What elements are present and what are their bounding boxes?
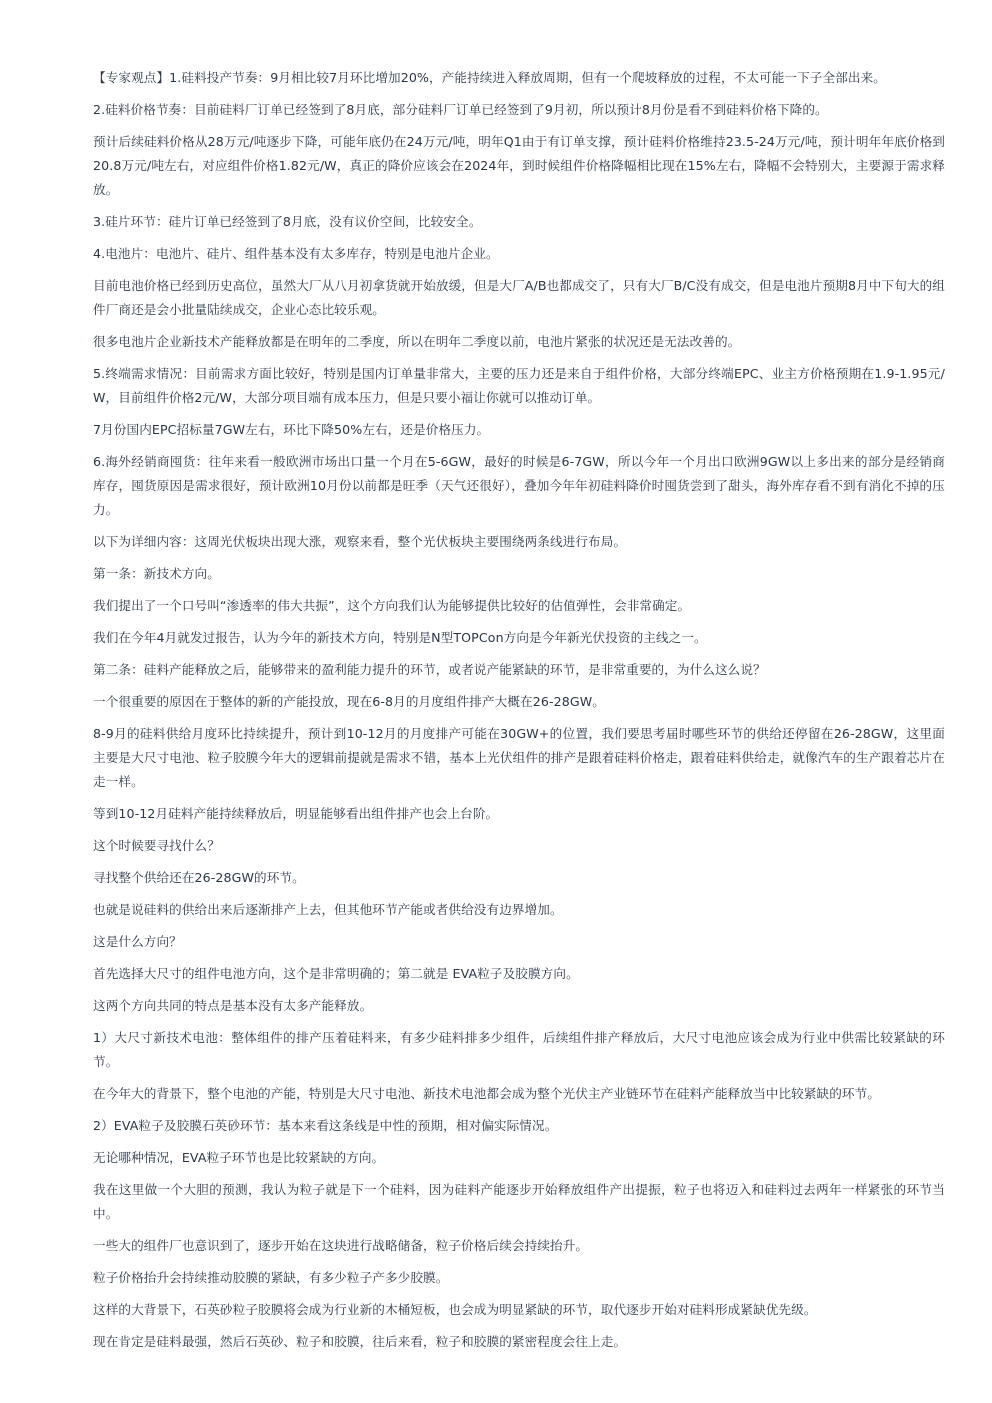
paragraph-eva: 2）EVA粒子及胶膜石英砂环节：基本来看这条线是中性的预期，相对偏实际情况。 bbox=[93, 1118, 558, 1133]
paragraph-common-trait: 这两个方向共同的特点是基本没有太多产能释放。 bbox=[93, 998, 373, 1013]
paragraph-film-shortage: 粒子价格抬升会持续推动胶膜的紧缺，有多少粒子产多少胶膜。 bbox=[93, 1270, 449, 1285]
paragraph-silicon-price-forecast: 预计后续硅料价格从28万元/吨逐步下降，可能年底仍在24万元/吨，明年Q1由于有订单支撑，预计硅料价格维持23.5-24万元/吨，预计明年年底价格到20.8万元/吨左右，对应组件价格1.82元/W，真正的降价应该会在2024年，到时候组件价格降幅相比现在15%左右，降幅不会特别大，主要源于需求释放。 bbox=[93, 134, 945, 197]
paragraph-wafer: 3.硅片环节：硅片订单已经签到了8月底，没有议价空间，比较安全。 bbox=[93, 214, 482, 229]
paragraph-slogan: 我们提出了一个口号叫“渗透率的伟大共振”，这个方向我们认为能够提供比较好的估值弹性，会非常确定。 bbox=[93, 598, 691, 613]
paragraph-epc-tender: 7月份国内EPC招标量7GW左右，环比下降50%左右，还是价格压力。 bbox=[93, 422, 490, 437]
paragraph-question-direction: 这是什么方向？ bbox=[93, 934, 182, 949]
paragraph-module-step-up: 等到10-12月硅料产能持续释放后，明显能够看出组件排产也会上台阶。 bbox=[93, 806, 499, 821]
paragraph-capacity-reason: 一个很重要的原因在于整体的新的产能投放，现在6-8月的月度组件排产大概在26-28GW。 bbox=[93, 694, 605, 709]
paragraph-supply-outlook: 8-9月的硅料供给月度环比持续提升，预计到10-12月的月度排产可能在30GW+的位置，我们要思考届时哪些环节的供给还停留在26-28GW，这里面主要是大尺寸电池、粒子胶膜今年大的逻辑前提就是需求不错，基本上光伏组件的排产是跟着硅料价格走，跟着硅料供给走，就像汽车的生产跟着芯片在走一样。 bbox=[93, 726, 945, 789]
paragraph-conclusion: 现在肯定是硅料最强，然后石英砂、粒子和胶膜，往后来看，粒子和胶膜的紧密程度会往上走。 bbox=[93, 1334, 627, 1349]
paragraph-cell-price: 目前电池价格已经到历史高位，虽然大厂从八月初拿货就开始放缓，但是大厂A/B也都成交了，只有大厂B/C没有成交，但是电池片预期8月中下旬大的组件厂商还是会小批量陆续成交，企业心态比较乐观。 bbox=[93, 278, 945, 317]
paragraph-question-what: 这个时候要寻找什么？ bbox=[93, 838, 220, 853]
paragraph-overseas-stock: 6.海外经销商囤货：往年来看一般欧洲市场出口量一个月在5-6GW，最好的时候是6-7GW，所以今年一个月出口欧洲9GW以上多出来的部分是经销商库存，囤货原因是需求很好，预计欧洲10月份以前都是旺季（天气还很好），叠加今年年初硅料降价时囤货尝到了甜头，海外库存看不到有消化不掉的压力。 bbox=[93, 454, 945, 517]
paragraph-silicon-price-rhythm: 2.硅料价格节奏：目前硅料厂订单已经签到了8月底，部分硅料厂订单已经签到了9月初，所以预计8月份是看不到硅料价格下降的。 bbox=[93, 102, 828, 117]
paragraph-directions: 首先选择大尺寸的组件电池方向，这个是非常明确的；第二就是 EVA粒子及胶膜方向。 bbox=[93, 966, 579, 981]
paragraph-line-two: 第二条：硅料产能释放之后，能够带来的盈利能力提升的环节，或者说产能紧缺的环节，是非常重要的，为什么这么说？ bbox=[93, 662, 766, 677]
paragraph-no-increase: 也就是说硅料的供给出来后逐渐排产上去，但其他环节产能或者供给没有边界增加。 bbox=[93, 902, 563, 917]
document-body bbox=[93, 66, 945, 1362]
paragraph-new-shortboard: 这样的大背景下，石英砂粒子胶膜将会成为行业新的木桶短板，也会成为明显紧缺的环节，取代逐步开始对硅料形成紧缺优先级。 bbox=[93, 1302, 817, 1317]
paragraph-large-cell: 1）大尺寸新技术电池：整体组件的排产压着硅料来，有多少硅料排多少组件，后续组件排产释放后，大尺寸电池应该会成为行业中供需比较紧缺的环节。 bbox=[93, 1030, 945, 1069]
paragraph-terminal-demand: 5.终端需求情况：目前需求方面比较好，特别是国内订单量非常大，主要的压力还是来自于组件价格，大部分终端EPC、业主方价格预期在1.9-1.95元/W，目前组件价格2元/W，大部分项目端有成本压力，但是只要小福让你就可以推动订单。 bbox=[93, 366, 945, 405]
paragraph-details-intro: 以下为详细内容：这周光伏板块出现大涨，观察来看，整个光伏板块主要围绕两条线进行布局。 bbox=[93, 534, 627, 549]
paragraph-find-bottleneck: 寻找整个供给还在26-28GW的环节。 bbox=[93, 870, 305, 885]
paragraph-eva-scarce: 无论哪种情况，EVA粒子环节也是比较紧缺的方向。 bbox=[93, 1150, 385, 1165]
paragraph-expert-view-1: 【专家观点】1.硅料投产节奏：9月相比较7月环比增加20%，产能持续进入释放周期，但有一个爬坡释放的过程，不太可能一下子全部出来。 bbox=[93, 70, 886, 85]
paragraph-strategic-reserve: 一些大的组件厂也意识到了，逐步开始在这块进行战略储备，粒子价格后续会持续抬升。 bbox=[93, 1238, 589, 1253]
paragraph-cell: 4.电池片：电池片、硅片、组件基本没有太多库存，特别是电池片企业。 bbox=[93, 246, 499, 261]
paragraph-cell-capacity: 很多电池片企业新技术产能释放都是在明年的二季度，所以在明年二季度以前，电池片紧张的状况还是无法改善的。 bbox=[93, 334, 741, 349]
paragraph-cell-background: 在今年大的背景下，整个电池的产能，特别是大尺寸电池、新技术电池都会成为整个光伏主产业链环节在硅料产能释放当中比较紧缺的环节。 bbox=[93, 1086, 881, 1101]
paragraph-prediction: 我在这里做一个大胆的预测，我认为粒子就是下一个硅料，因为硅料产能逐步开始释放组件产出提振，粒子也将迈入和硅料过去两年一样紧张的环节当中。 bbox=[93, 1182, 945, 1221]
paragraph-line-one: 第一条：新技术方向。 bbox=[93, 566, 220, 581]
paragraph-april-report: 我们在今年4月就发过报告，认为今年的新技术方向，特别是N型TOPCon方向是今年新光伏投资的主线之一。 bbox=[93, 630, 707, 645]
